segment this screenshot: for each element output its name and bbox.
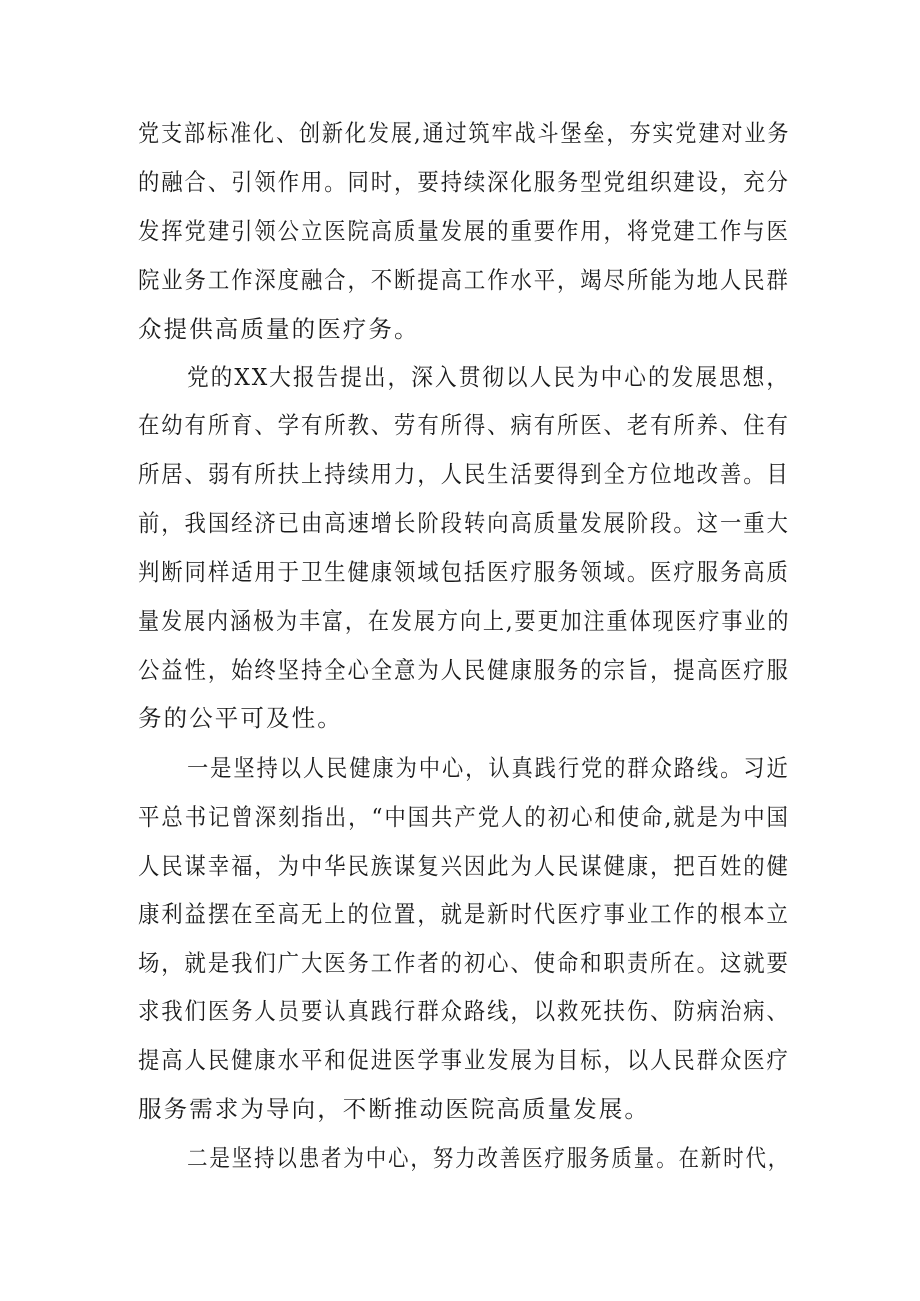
paragraph-first-line: 党的XX大报告提出，深入贯彻以人民为中心的发展思想， [187, 363, 791, 391]
text-line: 求我们医务人员要认真践行群众路线，以救死扶伤、防病治病、 [138, 997, 790, 1025]
text-line: 前，我国经济已由高速增长阶段转向高质量发展阶段。这一重大 [138, 509, 790, 537]
text-line: 平总书记曾深刻指出，“中国共产党人的初心和使命,就是为中国 [138, 803, 790, 831]
text-line: 提高人民健康水平和促进医学事业发展为目标，以人民群众医疗 [138, 1046, 790, 1074]
paragraph-first-line: 二是坚持以患者为中心，努力改善医疗服务质量。在新时代， [187, 1144, 791, 1172]
paragraph-first-line: 一是坚持以人民健康为中心，认真践行党的群众路线。习近 [187, 754, 790, 782]
text-line: 发挥党建引领公立医院高质量发展的重要作用，将党建工作与医 [138, 217, 790, 245]
text-line: 的融合、引领作用。同时，要持续深化服务型党组织建设，充分 [138, 168, 790, 196]
text-line: 所居、弱有所扶上持续用力，人民生活要得到全方位地改善。目 [138, 460, 790, 488]
text-line: 公益性，始终坚持全心全意为人民健康服务的宗旨，提高医疗服 [138, 656, 790, 684]
text-line: 量发展内涵极为丰富，在发展方向上,要更加注重体现医疗事业的 [138, 607, 791, 635]
text-line: 服务需求为导向，不断推动医院高质量发展。 [138, 1095, 650, 1123]
text-line: 判断同样适用于卫生健康领域包括医疗服务领域。医疗服务高质 [138, 558, 790, 586]
text-line: 党支部标准化、创新化发展,通过筑牢战斗堡垒，夯实党建对业务 [138, 119, 791, 147]
text-line: 务的公平可及性。 [138, 704, 343, 732]
text-line: 院业务工作深度融合，不断提高工作水平，竭尽所能为地人民群 [138, 266, 790, 294]
text-line: 场，就是我们广大医务工作者的初心、使命和职责所在。这就要 [138, 949, 790, 977]
text-line: 众提供高质量的医疗务。 [138, 315, 420, 343]
text-line: 康利益摆在至高无上的位置，就是新时代医疗事业工作的根本立 [138, 900, 790, 928]
text-line: 在幼有所育、学有所教、劳有所得、病有所医、老有所养、住有 [138, 411, 790, 439]
text-line: 人民谋幸福，为中华民族谋复兴因此为人民谋健康，把百姓的健 [138, 852, 790, 880]
